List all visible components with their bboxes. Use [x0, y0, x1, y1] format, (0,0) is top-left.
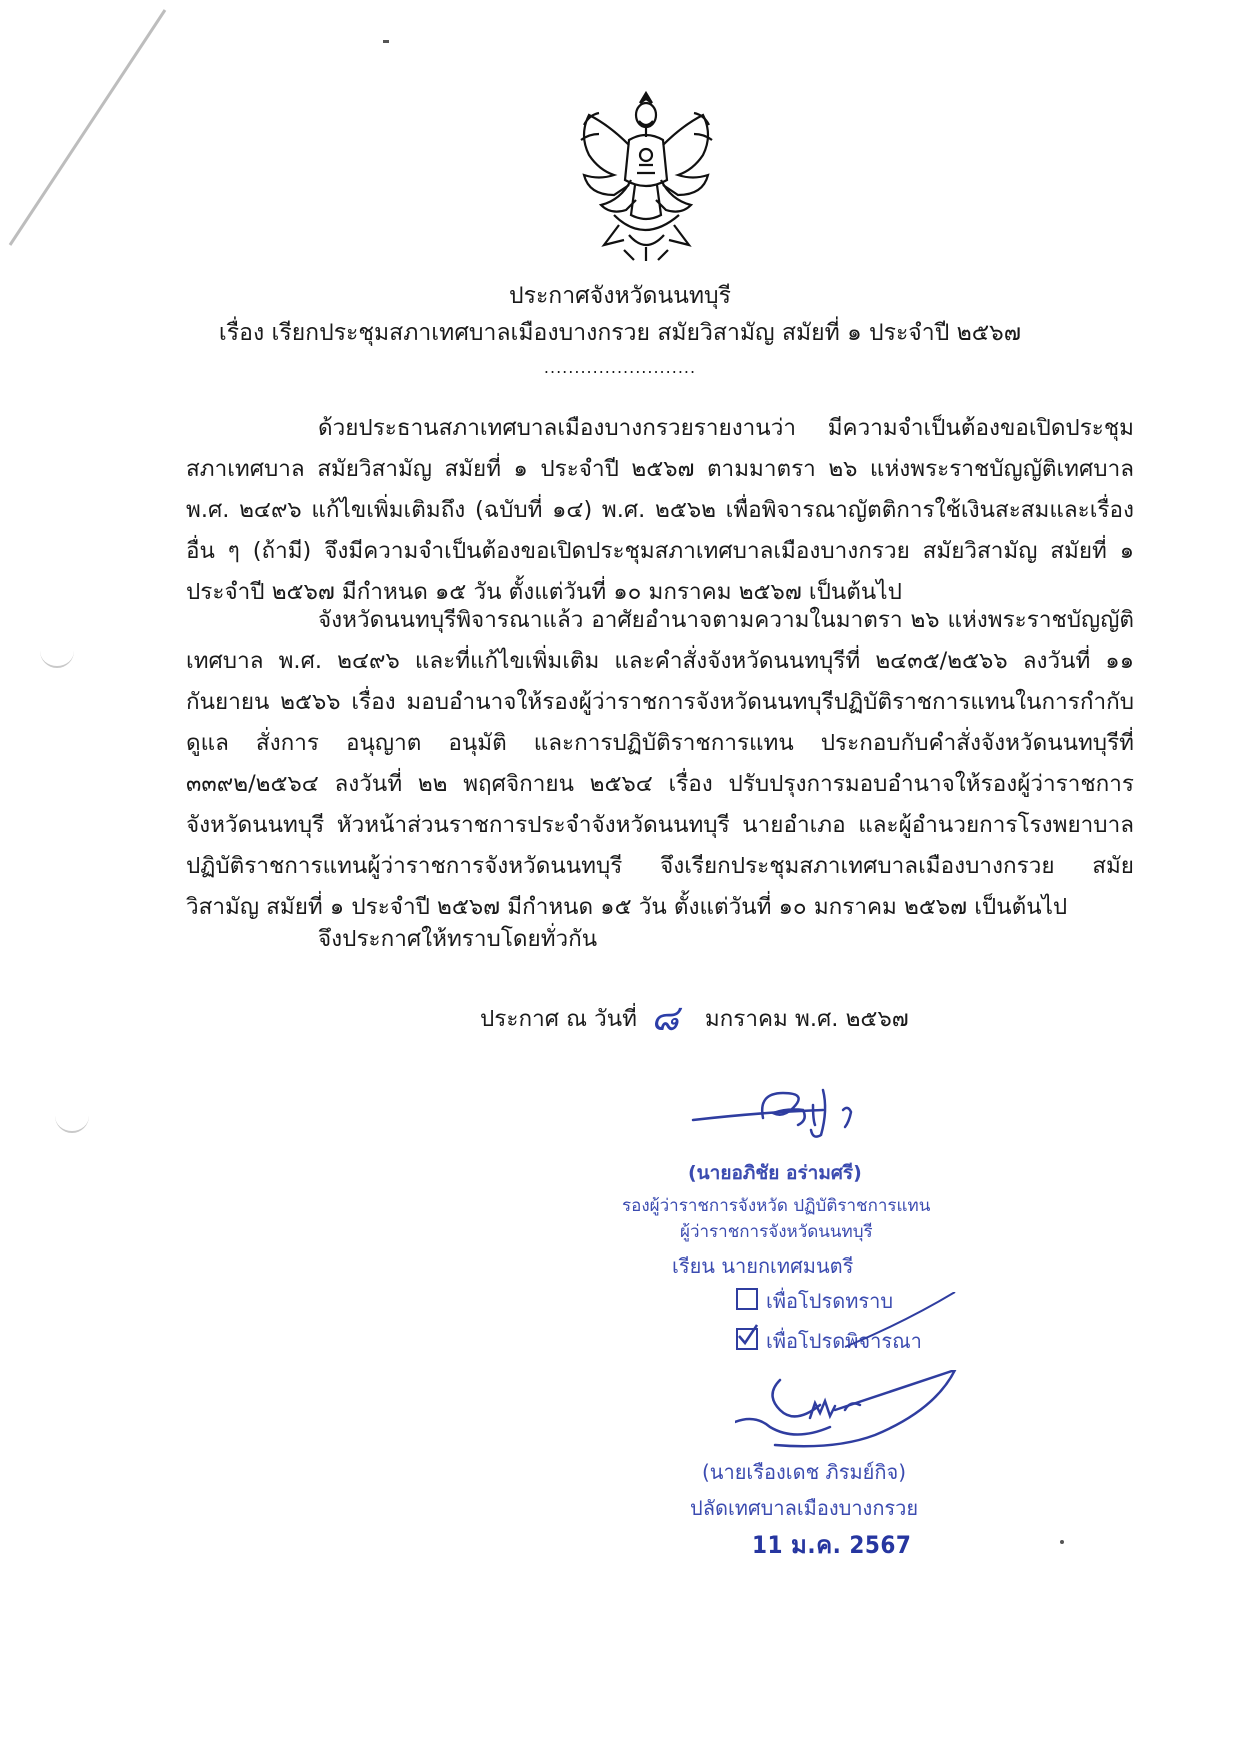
checkbox-empty-icon [736, 1288, 758, 1310]
scan-speck [1060, 1540, 1064, 1544]
checkbox-checked-icon [736, 1328, 758, 1350]
date-prefix: ประกาศ ณ วันที่ [480, 1006, 638, 1032]
routing-addressee: เรียน นายกเทศมนตรี [672, 1254, 854, 1278]
date-suffix: มกราคม พ.ศ. ๒๕๖๗ [704, 1006, 909, 1032]
routing-option-2-label: เพื่อโปรดพิจารณา [766, 1329, 922, 1353]
garuda-emblem [569, 85, 724, 265]
paragraph-1-text: ด้วยประธานสภาเทศบาลเมืองบางกรวยรายงานว่า มีความจำเป็นต้องขอเปิดประชุมสภาเทศบาล สมัยวิสามัญ สมัยที่ ๑ ประจำปี ๒๕๖๗ ตามมาตรา ๒๖ แห่งพระราชบัญญัติเทศบาล พ.ศ. ๒๔๙๖ แก้ไขเพิ่มเติมถึง (ฉบับที่ ๑๔) พ.ศ. ๒๕๖๒ เพื่อพิจารณาญัตติการใช้เงินสะสมและเรื่องอื่น ๆ (ถ้ามี) จึงมีความจำเป็นต้องขอเปิดประชุมสภาเทศบาลเมืองบางกรวย สมัยวิสามัญ สมัยที่ ๑ ประจำปี ๒๕๖๗ มีกำหนด ๑๕ วัน ตั้งแต่วันที่ ๑๐ มกราคม ๒๕๖๗ เป็นต้นไป [186, 415, 1134, 605]
signature-clerk [735, 1370, 965, 1455]
signatory-position-line-2: ผู้ว่าราชการจังหวัดนนทบุรี [680, 1222, 873, 1242]
routing-option-1-label: เพื่อโปรดทราบ [766, 1289, 894, 1313]
scan-speck [383, 40, 389, 43]
announcement-date [480, 985, 909, 1042]
date-day-handwritten: ๘ [651, 998, 679, 1039]
routing-check-tail-stroke [840, 1292, 960, 1352]
punch-hole-mark [55, 1115, 89, 1133]
signatory-position-line-1: รองผู้ว่าราชการจังหวัด ปฏิบัติราชการแทน [622, 1196, 931, 1216]
signature-governor [688, 1080, 918, 1155]
announcement-title: ประกาศจังหวัดนนทบุรี [508, 283, 732, 309]
body-paragraph-1 [186, 408, 1134, 613]
received-date-stamp: 11 ม.ค. 2567 [752, 1531, 912, 1559]
body-paragraph-3: จึงประกาศให้ทราบโดยทั่วกัน [318, 926, 598, 952]
announcement-subject: เรื่อง เรียกประชุมสภาเทศบาลเมืองบางกรวย สมัยวิสามัญ สมัยที่ ๑ ประจำปี ๒๕๖๗ [218, 320, 1022, 346]
punch-hole-mark [40, 650, 74, 668]
body-paragraph-2 [186, 600, 1134, 928]
officer-name: (นายเรืองเดช ภิรมย์กิจ) [702, 1460, 906, 1484]
signatory-name: (นายอภิชัย อร่ามศรี) [688, 1162, 862, 1184]
paragraph-2-text: จังหวัดนนทบุรีพิจารณาแล้ว อาศัยอำนาจตามความในมาตรา ๒๖ แห่งพระราชบัญญัติเทศบาล พ.ศ. ๒๔๙๖ และที่แก้ไขเพิ่มเติม และคำสั่งจังหวัดนนทบุรีที่ ๒๔๓๕/๒๕๖๖ ลงวันที่ ๑๑ กันยายน ๒๕๖๖ เรื่อง มอบอำนาจให้รองผู้ว่าราชการจังหวัดนนทบุรีปฏิบัติราชการแทนในการกำกับ ดูแล สั่งการ อนุญาต อนุมัติ และการปฏิบัติราชการแทน ประกอบกับคำสั่งจังหวัดนนทบุรีที่ ๓๓๙๒/๒๕๖๔ ลงวันที่ ๒๒ พฤศจิกายน ๒๕๖๔ เรื่อง ปรับปรุงการมอบอำนาจให้รองผู้ว่าราชการจังหวัดนนทบุรี หัวหน้าส่วนราชการประจำจังหวัดนนทบุรี นายอำเภอ และผู้อำนวยการโรงพยาบาล ปฏิบัติราชการแทนผู้ว่าราชการจังหวัดนนทบุรี จึงเรียกประชุมสภาเทศบาลเมืองบางกรวย สมัยวิสามัญ สมัยที่ ๑ ประจำปี ๒๕๖๗ มีกำหนด ๑๕ วัน ตั้งแต่วันที่ ๑๐ มกราคม ๒๕๖๗ เป็นต้นไป [186, 607, 1134, 920]
scan-edge-line [0, 0, 200, 260]
officer-position: ปลัดเทศบาลเมืองบางกรวย [690, 1496, 919, 1520]
title-separator: ......................... [543, 358, 697, 377]
